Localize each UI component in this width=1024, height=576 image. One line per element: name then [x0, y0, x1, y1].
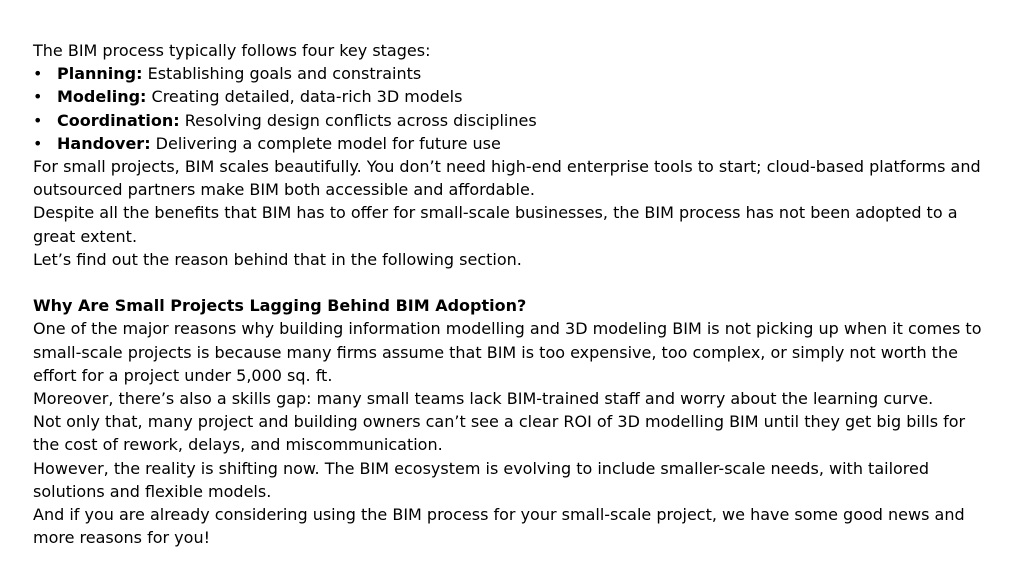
- paragraph-major-reasons: One of the major reasons why building information modelling and 3D modeling BIM is not picking up when it comes to small-scale projects is because many firms assume that BIM is too expensive, too complex, or simply not worth the effort for a project under 5,000 sq. ft.: [33, 319, 982, 385]
- stage-term: Handover:: [57, 133, 151, 153]
- intro-text: The BIM process typically follows four key stages:: [33, 41, 431, 60]
- paragraph-find-out: Let’s find out the reason behind that in the following section.: [33, 249, 522, 269]
- list-item: [33, 62, 993, 85]
- stages-list: [33, 62, 993, 155]
- list-item: [33, 132, 993, 155]
- slide-body: [33, 39, 993, 549]
- bullet-icon: •: [33, 87, 43, 107]
- stage-desc: Creating detailed, data-rich 3D models: [146, 87, 463, 107]
- paragraph-small-projects: For small projects, BIM scales beautifully. You don’t need high-end enterprise tools to start; cloud-based platforms and outsourced partners make BIM both accessible and affordable.: [33, 157, 981, 200]
- list-item: [33, 85, 993, 108]
- stage-term: Planning:: [57, 64, 143, 84]
- bullet-icon: •: [33, 133, 43, 153]
- bullet-icon: •: [33, 110, 43, 130]
- stage-term: Coordination:: [57, 110, 180, 130]
- stage-desc: Establishing goals and constraints: [142, 64, 422, 84]
- paragraph-adoption: Despite all the benefits that BIM has to offer for small-scale businesses, the BIM process has not been adopted to a great extent.: [33, 203, 958, 246]
- section-heading: Why Are Small Projects Lagging Behind BIM Adoption?: [33, 296, 527, 316]
- list-item: [33, 109, 993, 132]
- paragraph-reality-shifting: However, the reality is shifting now. The BIM ecosystem is evolving to include smaller-scale needs, with tailored solutions and flexible models.: [33, 458, 930, 501]
- paragraph-skills-gap: Moreover, there’s also a skills gap: many small teams lack BIM-trained staff and worry about the learning curve.: [33, 389, 934, 409]
- paragraph-roi: Not only that, many project and building owners can’t see a clear ROI of 3D modelling BIM until they get big bills for the cost of rework, delays, and miscommunication.: [33, 412, 966, 455]
- bullet-icon: •: [33, 64, 43, 84]
- spacer: [33, 271, 993, 294]
- stage-term: Modeling:: [57, 87, 147, 107]
- paragraph-good-news: And if you are already considering using the BIM process for your small-scale project, we have some good news and more reasons for you!: [33, 505, 965, 548]
- stage-desc: Resolving design conflicts across disciplines: [179, 110, 537, 130]
- stage-desc: Delivering a complete model for future use: [150, 133, 501, 153]
